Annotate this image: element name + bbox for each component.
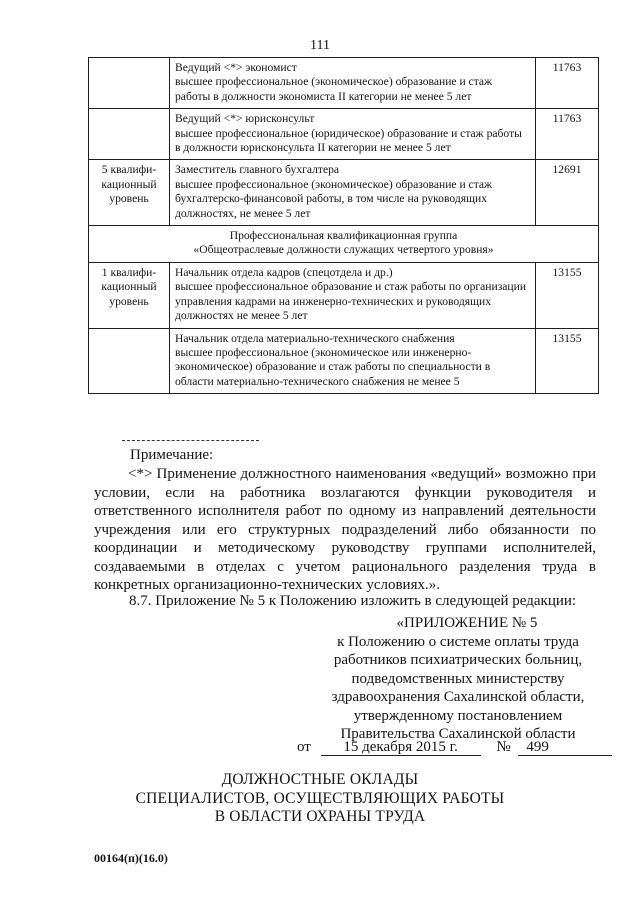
position-cell [170,58,536,109]
qualification-level-cell: 1 квалифи-кационный уровень [89,262,170,328]
note-text: <*> Применение должностного наименования «ведущий» возможно при условии, если на работника возлагаются функции руководителя и ответственного исполнителя работ по одному из направлений деятельности учреждения или его структурных подразделений либо обязанности по координации и методическому руководству группами исполнителей, создаваемыми в отделах с учетом рационального разделения труда в конкретных организационно-технических условиях.». [94,466,596,593]
salary-cell: 12691 [536,160,599,226]
qualification-level-cell [89,58,170,109]
number-label: № [496,739,511,755]
group-line-2: «Общеотраслевые должности служащих четвертого уровня» [193,243,494,257]
appendix-title: «ПРИЛОЖЕНИЕ № 5 [396,615,538,631]
salary-cell: 13155 [536,328,599,394]
appendix-line: здравоохранения Сахалинской области, [331,689,585,705]
appendix-line: Правительства Сахалинской области [340,726,576,742]
table-row [89,160,599,226]
position-requirements: высшее профессиональное (экономическое) образование и стаж работы в должности экономиста II категории не менее 5 лет [175,75,493,103]
heading-line-1: ДОЛЖНОСТНЫЕ ОКЛАДЫ [221,771,419,788]
position-requirements: высшее профессиональное образование и стаж работы по организации управления кадрами на инженерно-технических и руководящих должностях не менее 5 лет [175,280,527,323]
position-cell [170,109,536,160]
position-requirements: высшее профессиональное (экономическое или инженерно-экономическое) образование и стаж работы по специальности в области материально-технического снабжения не менее 5 [175,345,491,388]
section-heading [0,771,640,827]
salary-cell: 11763 [536,58,599,109]
appendix-line: к Положению о системе оплаты труда [337,633,579,650]
position-title: Ведущий <*> юрисконсульт [175,112,315,126]
heading-line-2: СПЕЦИАЛИСТОВ, ОСУЩЕСТВЛЯЮЩИХ РАБОТЫ [135,789,505,807]
table-row [89,262,599,328]
qualification-level-cell: 5 квалифи-кационный уровень [89,160,170,226]
position-title: Ведущий <*> экономист [175,61,297,74]
group-row [89,226,599,263]
position-requirements: высшее профессиональное (юридическое) образование и стаж работы в должности юрисконсульта II категории не менее 5 лет [175,126,522,155]
qualification-level-cell [89,328,170,394]
appendix-line: утвержденному постановлением [353,707,563,724]
from-label: от [297,739,311,755]
table-row [89,328,599,394]
decree-number: 499 [518,740,612,756]
note-heading: Примечание: [130,447,214,463]
professional-group-cell [89,226,599,263]
position-title: Заместитель главного бухгалтера [175,163,340,177]
salary-cell: 13155 [536,262,599,328]
heading-line-3: В ОБЛАСТИ ОХРАНЫ ТРУДА [214,808,426,825]
footnote-divider [122,440,259,441]
position-cell [170,328,536,394]
decree-date: 15 декабря 2015 г. [321,740,481,756]
position-cell [170,262,536,328]
qualification-level-cell [89,109,170,160]
position-title: Начальник отдела кадров (спецотдела и др.) [175,265,393,279]
group-line-1: Профессиональная квалификационная группа [229,229,458,243]
table-row [89,58,599,109]
salary-cell: 11763 [536,109,599,160]
appendix-line: работников психиатрических больниц, [333,652,583,668]
decree-reference [297,739,612,756]
appendix-block [315,614,601,744]
position-cell [170,160,536,226]
position-requirements: высшее профессиональное (экономическое) образование и стаж бухгалтерско-финансовой работы, в том числе на руководящих должностях, не менее 5 лет [175,177,493,220]
page-number: 111 [310,38,330,53]
salary-table [88,57,599,394]
table-row [89,109,599,160]
appendix-line: подведомственных министерству [351,670,565,687]
amendment-paragraph: 8.7. Приложение № 5 к Положению изложить в следующей редакции: [129,593,577,609]
position-title: Начальник отдела материально-технического снабжения [175,331,455,345]
document-code: 00164(п)(16.0) [94,851,168,865]
